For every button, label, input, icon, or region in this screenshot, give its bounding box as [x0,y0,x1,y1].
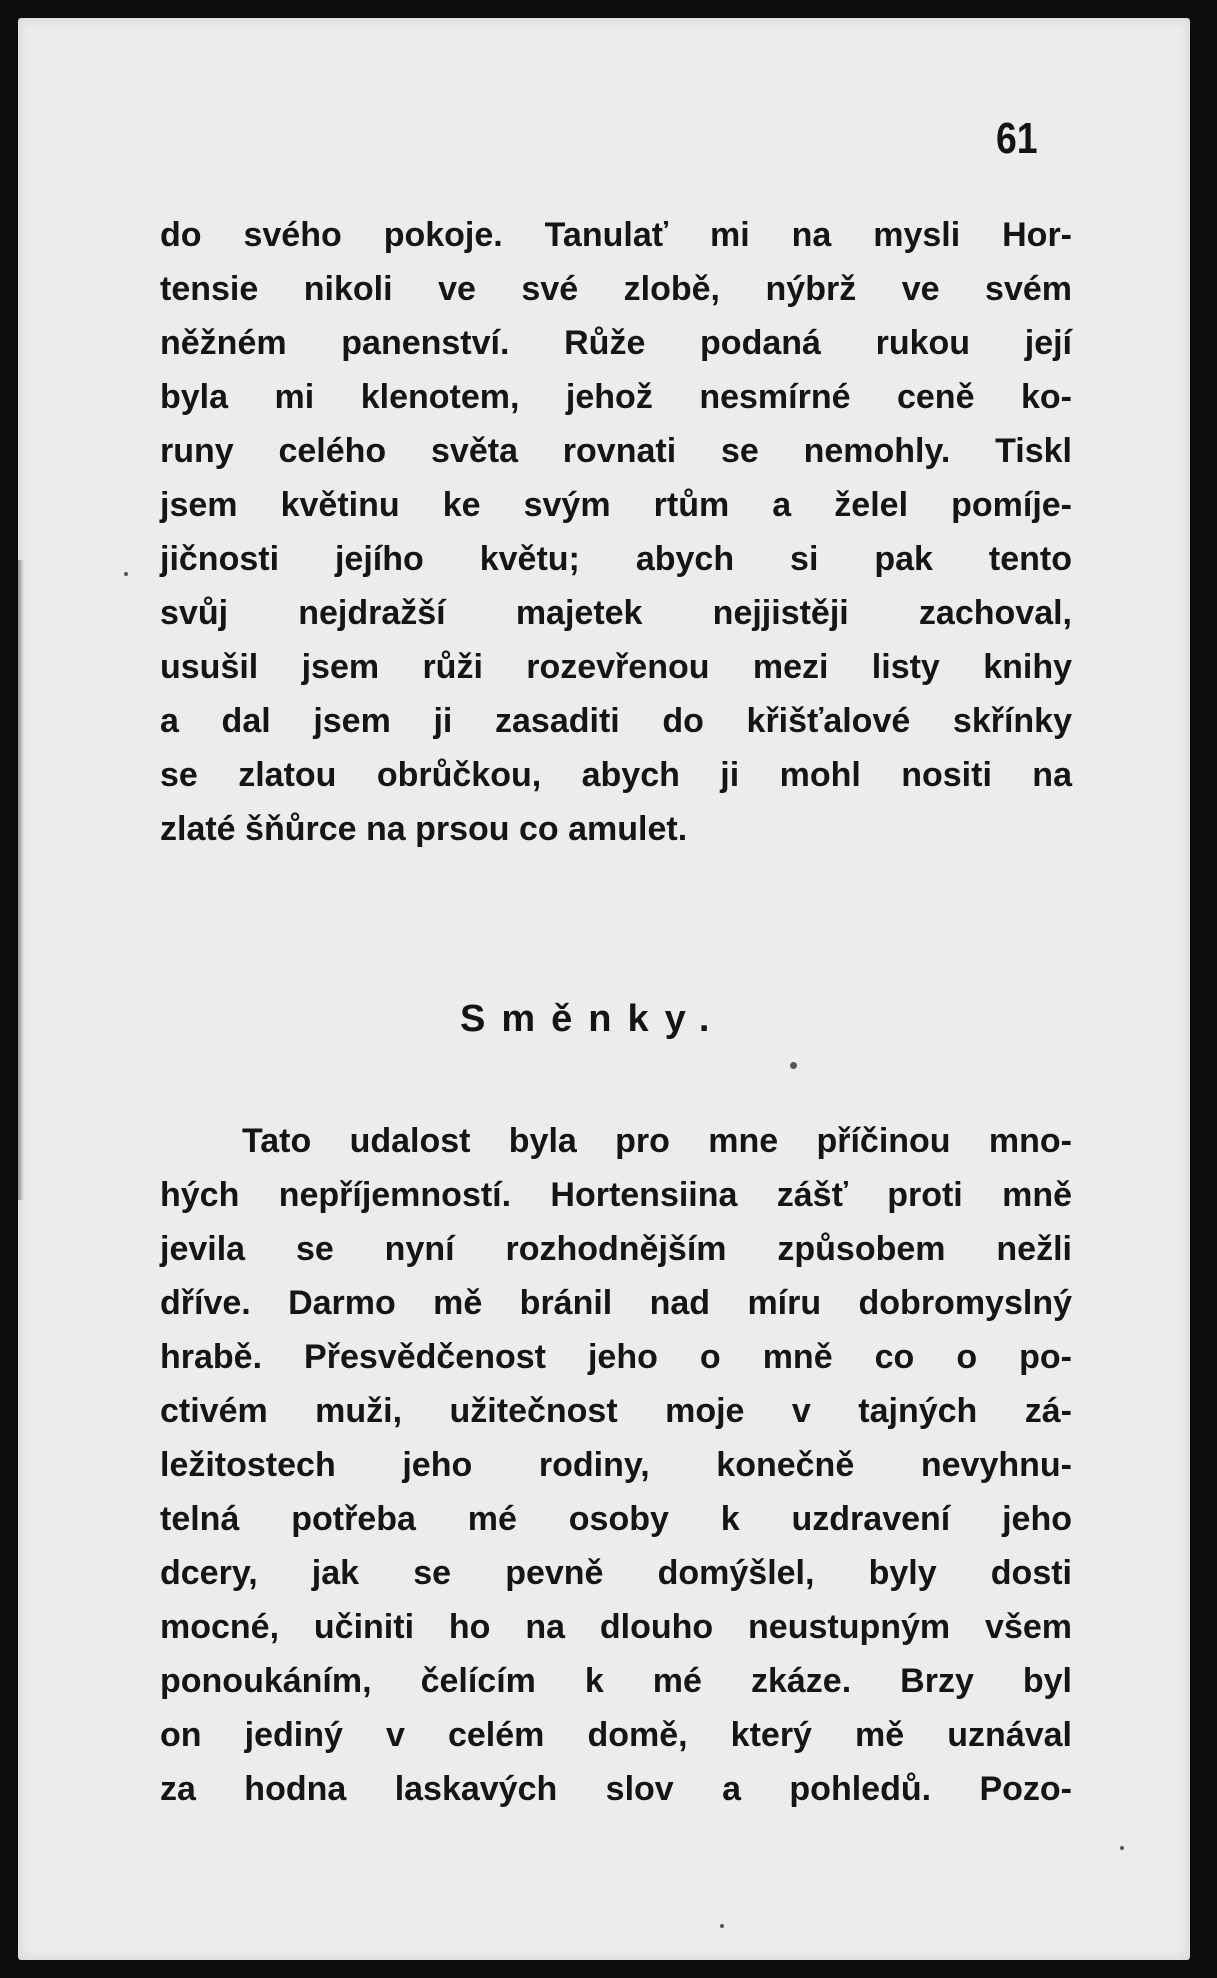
text-line: dcery, jak se pevně domýšlel, byly dosti [160,1554,1072,1592]
ink-speck [1120,1846,1124,1850]
text-line: mocné, učiniti ho na dlouho neustupným všem [160,1608,1072,1646]
text-line: dříve. Darmo mě bránil nad míru dobromyslný [160,1284,1072,1322]
page-edge-shadow [18,560,24,1200]
text-line: hrabě. Přesvědčenost jeho o mně co o po- [160,1338,1072,1376]
text-line: on jediný v celém domě, který mě uznával [160,1716,1072,1754]
text-line: runy celého světa rovnati se nemohly. Tiskl [160,432,1072,470]
text-line: ponoukáním, čelícím k mé zkáze. Brzy byl [160,1662,1072,1700]
text-line: jevila se nyní rozhodnějším způsobem nežli [160,1230,1072,1268]
book-page [18,18,1190,1960]
text-line: hých nepříjemností. Hortensiina zášť proti mně [160,1176,1072,1214]
ink-speck [790,1062,797,1069]
text-line: se zlatou obrůčkou, abych ji mohl nositi na [160,756,1072,794]
text-line: a dal jsem ji zasaditi do křišťalové skřínky [160,702,1072,740]
text-line: jičnosti jejího květu; abych si pak tento [160,540,1072,578]
text-line: Tato udalost byla pro mne příčinou mno- [242,1122,1072,1160]
section-heading: Směnky. [460,998,726,1040]
text-line: zlaté šňůrce na prsou co amulet. [160,810,688,848]
paragraph-2 [160,1114,1072,1816]
text-line: jsem květinu ke svým rtům a želel pomíje- [160,486,1072,524]
text-line: do svého pokoje. Tanulať mi na mysli Hor- [160,216,1072,254]
page-number: 61 [996,114,1038,163]
text-line: ctivém muži, užitečnost moje v tajných zá- [160,1392,1072,1430]
text-line: telná potřeba mé osoby k uzdravení jeho [160,1500,1072,1538]
text-line: usušil jsem růži rozevřenou mezi listy knihy [160,648,1072,686]
text-line: ležitostech jeho rodiny, konečně nevyhnu- [160,1446,1072,1484]
text-line: za hodna laskavých slov a pohledů. Pozo- [160,1770,1072,1808]
ink-speck [720,1924,724,1928]
text-line: něžném panenství. Růže podaná rukou její [160,324,1072,362]
ink-speck [124,572,128,576]
paragraph-1 [160,208,1072,856]
text-line: byla mi klenotem, jehož nesmírné ceně ko- [160,378,1072,416]
text-line: tensie nikoli ve své zlobě, nýbrž ve svém [160,270,1072,308]
text-line: svůj nejdražší majetek nejjistěji zachoval, [160,594,1072,632]
